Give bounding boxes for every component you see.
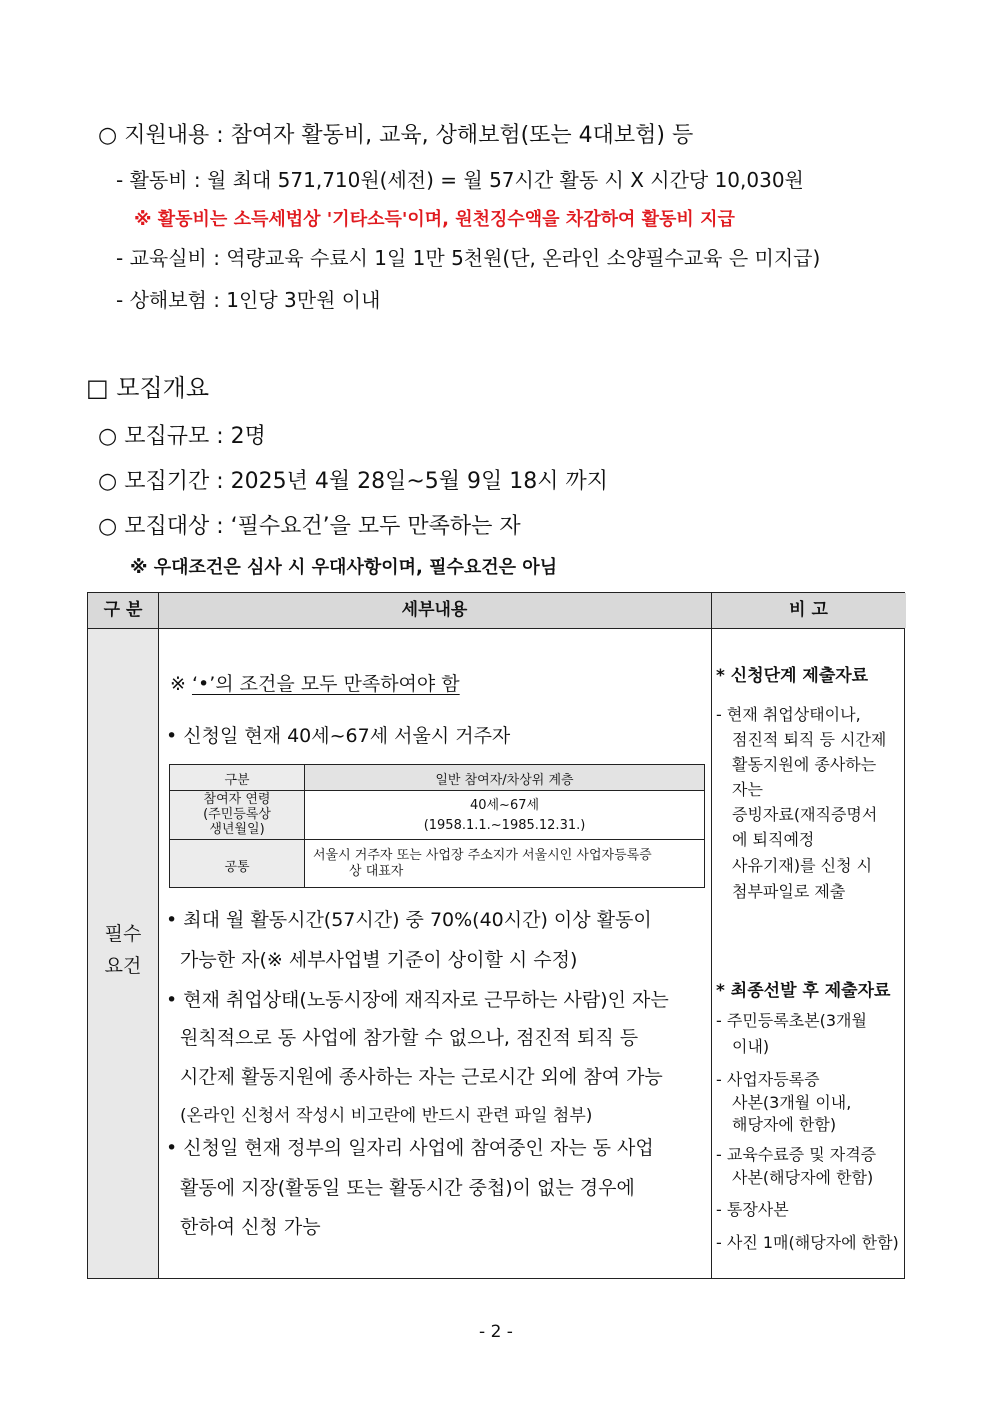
remarks-final-8: - 통장사본 <box>716 1200 789 1219</box>
remarks-apply-3: 활동지원에 종사하는 <box>732 755 877 774</box>
inner-header-type: 일반 참여자/차상위 계층 <box>435 773 574 788</box>
remarks-apply-5: 증빙자료(재직증명서 <box>732 805 878 824</box>
remarks-final-7: 사본(해당자에 한함) <box>732 1168 874 1187</box>
remarks-apply-8: 첨부파일로 제출 <box>732 882 846 901</box>
remarks-final-2: 이내) <box>732 1037 770 1056</box>
remarks-apply-1: - 현재 취업상태이나, <box>716 705 861 724</box>
employ-item-line3: 시간제 활동지원에 종사하는 자는 근로시간 외에 참여 가능 <box>180 1066 663 1088</box>
employ-item-line2: 원칙적으로 동 사업에 참가할 수 없으나, 점진적 퇴직 등 <box>180 1027 639 1049</box>
remarks-apply-4: 자는 <box>732 780 763 799</box>
remarks-final-6: - 교육수료증 및 자격증 <box>716 1145 877 1164</box>
employ-item-line4: (온라인 신청서 작성시 비고란에 반드시 관련 파일 첨부) <box>180 1106 593 1126</box>
header-gubun: 구 분 <box>103 600 143 620</box>
must-note: ※ ‘•’의 조건을 모두 만족하여야 함 <box>170 673 460 695</box>
gov-item-line3: 한하여 신청 가능 <box>180 1216 321 1238</box>
activity-fee: - 활동비 : 월 최대 571,710원(세전) = 월 57시간 활동 시 X 시간당 10,030원 <box>116 168 804 192</box>
remarks-final-1: - 주민등록초본(3개월 <box>716 1011 867 1030</box>
remarks-final-3: - 사업자등록증 <box>716 1070 820 1089</box>
inner-age-value: 40세~67세 (1958.1.1.~1985.12.31.) <box>423 798 586 833</box>
age-item: • 신청일 현재 40세~67세 서울시 거주자 <box>166 725 511 747</box>
recruit-scale: ○ 모집규모 : 2명 <box>98 424 266 449</box>
hours-item-line1: • 최대 월 활동시간(57시간) 중 70%(40시간) 이상 활동이 <box>166 909 652 931</box>
header-remarks: 비 고 <box>789 600 828 620</box>
remarks-apply-6: 에 퇴직예정 <box>732 830 815 849</box>
inner-common-label: 공통 <box>224 860 250 875</box>
recruit-target: ○ 모집대상 : ‘필수요건’을 모두 만족하는 자 <box>98 514 521 539</box>
age-criteria-table <box>169 764 705 888</box>
remarks-apply-7: 사유기재)를 신청 시 <box>732 856 873 875</box>
inner-age-label: 참여자 연령 (주민등록상 생년월일) <box>203 792 271 837</box>
remarks-final-4: 사본(3개월 이내, <box>732 1093 852 1112</box>
header-detail: 세부내용 <box>401 600 468 620</box>
remarks-final-9: - 사진 1매(해당자에 한함) <box>716 1233 899 1252</box>
remarks-apply-2: 점진적 퇴직 등 시간제 <box>732 730 887 749</box>
hours-item-line2: 가능한 자(※ 세부사업별 기준이 상이할 시 수정) <box>180 949 578 971</box>
page-number: - 2 - <box>479 1322 513 1342</box>
remarks-apply-title: * 신청단계 제출자료 <box>716 666 869 686</box>
inner-header-gubun: 구분 <box>224 773 250 788</box>
employ-item-line1: • 현재 취업상태(노동시장에 재직자로 근무하는 사람)인 자는 <box>166 989 669 1011</box>
education-fee: - 교육실비 : 역량교육 수료시 1일 1만 5천원(단, 온라인 소양필수교육 은 미지급) <box>116 246 821 270</box>
gov-item-line1: • 신청일 현재 정부의 일자리 사업에 참여중인 자는 동 사업 <box>166 1137 654 1159</box>
recruit-heading: □ 모집개요 <box>86 374 210 402</box>
recruit-period: ○ 모집기간 : 2025년 4월 28일~5월 9일 18시 까지 <box>98 469 608 494</box>
recruit-note: ※ 우대조건은 심사 시 우대사항이며, 필수요건은 아님 <box>130 557 558 578</box>
inner-common-value: 서울시 거주자 또는 사업장 주소지가 서울시인 사업자등록증 상 대표자 <box>313 848 652 879</box>
tax-note: ※ 활동비는 소득세법상 '기타소득'이며, 원천징수액을 차감하여 활동비 지급 <box>134 209 735 230</box>
insurance: - 상해보험 : 1인당 3만원 이내 <box>116 288 381 312</box>
remarks-final-5: 해당자에 한함) <box>732 1115 837 1134</box>
support-content: ○ 지원내용 : 참여자 활동비, 교육, 상해보험(또는 4대보험) 등 <box>98 123 694 148</box>
gov-item-line2: 활동에 지장(활동일 또는 활동시간 중첩)이 없는 경우에 <box>180 1177 635 1199</box>
row-label-required: 필수 요건 <box>104 923 142 977</box>
remarks-final-title: * 최종선발 후 제출자료 <box>716 981 891 1001</box>
requirements-table <box>87 592 905 1279</box>
